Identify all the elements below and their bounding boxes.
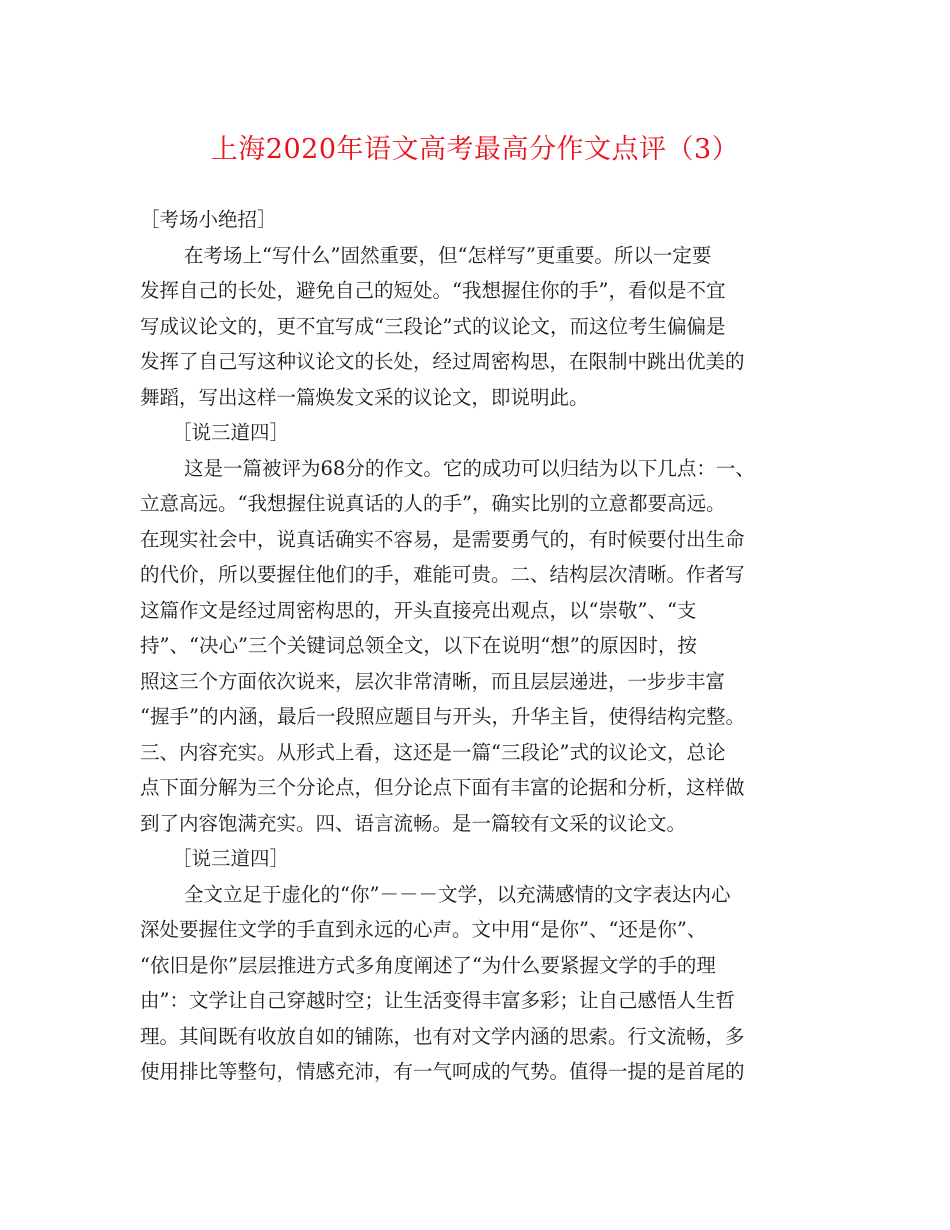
paragraph-line: 在考场上“写什么”固然重要，但“怎样写”更重要。所以一定要 xyxy=(184,243,712,267)
paragraph-line: 发挥了自己写这种议论文的长处，经过周密构思，在限制中跳出优美的 xyxy=(140,350,745,373)
paragraph-line: 写成议论文的，更不宜写成“三段论”式的议论文，而这位考生偏偏是 xyxy=(140,314,726,338)
document-body xyxy=(140,202,812,1090)
paragraph-line: 持”、“决心”三个关键词总领全文，以下在说明“想”的原因时，按 xyxy=(140,634,697,657)
paragraph-line: 由”：文学让自己穿越时空；让生活变得丰富多彩；让自己感悟人生哲 xyxy=(140,989,735,1012)
paragraph-line: 的代价，所以要握住他们的手，难能可贵。二、结构层次清晰。作者写 xyxy=(140,563,745,586)
page-title: 上海2020年语文高考最高分作文点评（3） xyxy=(210,134,740,165)
paragraph-line: 在现实社会中，说真话确实不容易，是需要勇气的，有时候要付出生命 xyxy=(140,527,745,551)
paragraph-line: 点下面分解为三个分论点，但分论点下面有丰富的论据和分析，这样做 xyxy=(140,776,745,799)
section-heading-commentary-2: ［说三道四］ xyxy=(172,847,290,870)
paragraph-line: 这是一篇被评为68分的作文。它的成功可以归结为以下几点：一、 xyxy=(184,456,755,480)
paragraph-line: 到了内容饱满充实。四、语言流畅。是一篇较有文采的议论文。 xyxy=(140,811,687,835)
paragraph-line: 舞蹈，写出这样一篇焕发文采的议论文，即说明此。 xyxy=(140,385,589,409)
paragraph-line: 照这三个方面依次说来，层次非常清晰，而且层层递进，一步步丰富 xyxy=(140,669,726,693)
paragraph-line: 立意高远。“我想握住说真话的人的手”，确实比别的立意都要高远。 xyxy=(140,492,726,515)
paragraph-line: “依旧是你”层层推进方式多角度阐述了“为什么要紧握文学的手的理 xyxy=(140,953,716,977)
paragraph-line: 这篇作文是经过周密构思的，开头直接亮出观点，以“崇敬”、“支 xyxy=(140,598,697,622)
paragraph-line: 全文立足于虚化的“你”－－－文学，以充满感情的文字表达内心 xyxy=(184,882,731,906)
paragraph-line: 深处要握住文学的手直到永远的心声。文中用“是你”、“还是你”、 xyxy=(140,918,707,941)
section-heading-commentary: ［说三道四］ xyxy=(172,421,290,444)
paragraph-line: “握手”的内涵，最后一段照应题目与开头，升华主旨，使得结构完整。 xyxy=(140,705,745,728)
paragraph-line: 发挥自己的长处，避免自己的短处。“我想握住你的手”，看似是不宜 xyxy=(140,279,726,302)
paragraph-line: 三、内容充实。从形式上看，这还是一篇“三段论”式的议论文，总论 xyxy=(140,740,726,764)
paragraph-line: 使用排比等整句，情感充沛，有一气呵成的气势。值得一提的是首尾的 xyxy=(140,1060,745,1083)
section-heading-tips: ［考场小绝招］ xyxy=(140,208,277,231)
paragraph-line: 理。其间既有收放自如的铺陈，也有对文学内涵的思索。行文流畅，多 xyxy=(140,1024,745,1048)
